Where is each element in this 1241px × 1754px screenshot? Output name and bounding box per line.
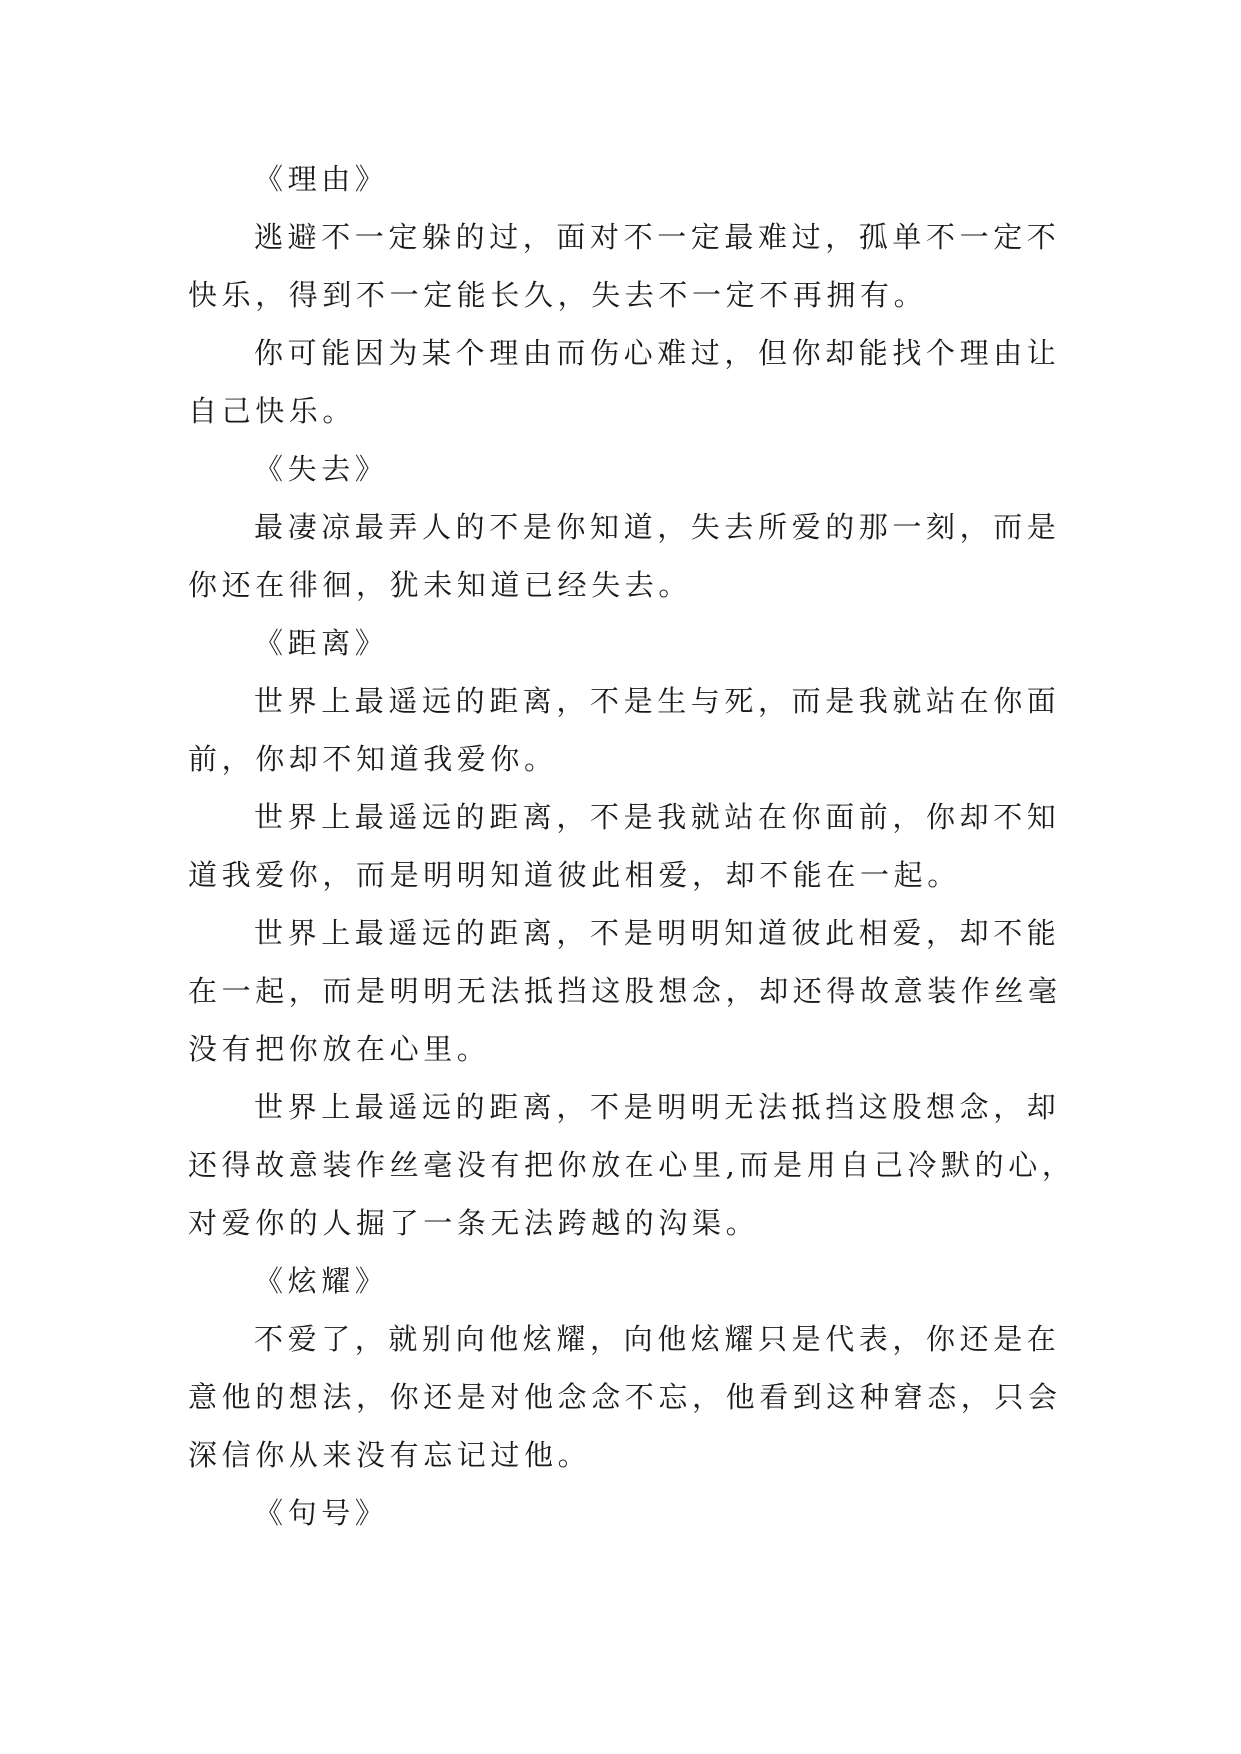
body-text-line: 快乐，得到不一定能长久，失去不一定不再拥有。 xyxy=(188,278,928,312)
section-heading: 《距离》 xyxy=(254,626,389,660)
body-text-line: 你可能因为某个理由而伤心难过，但你却能找个理由让 xyxy=(254,336,1061,370)
body-text-line: 你还在徘徊，犹未知道已经失去。 xyxy=(188,568,693,602)
body-text-line: 最凄凉最弄人的不是你知道，失去所爱的那一刻，而是 xyxy=(254,510,1061,544)
section-heading: 《理由》 xyxy=(254,162,389,196)
section-heading: 《失去》 xyxy=(254,452,389,486)
body-text-line: 世界上最遥远的距离，不是我就站在你面前，你却不知 xyxy=(254,800,1061,834)
body-text-line: 前，你却不知道我爱你。 xyxy=(188,742,558,776)
body-text-line: 自己快乐。 xyxy=(188,394,357,428)
body-text-line: 道我爱你，而是明明知道彼此相爱，却不能在一起。 xyxy=(188,858,961,892)
body-text-line: 逃避不一定躲的过，面对不一定最难过，孤单不一定不 xyxy=(254,220,1061,254)
body-text-line: 不爱了，就别向他炫耀，向他炫耀只是代表，你还是在 xyxy=(254,1322,1061,1356)
section-heading: 《句号》 xyxy=(254,1496,389,1530)
body-text-line: 在一起，而是明明无法抵挡这股想念，却还得故意装作丝毫 xyxy=(188,974,1062,1008)
section-heading: 《炫耀》 xyxy=(254,1264,389,1298)
body-text-line: 对爱你的人掘了一条无法跨越的沟渠。 xyxy=(188,1206,760,1240)
body-text-line: 深信你从来没有忘记过他。 xyxy=(188,1438,592,1472)
document-page xyxy=(188,150,1076,1542)
body-text-line: 没有把你放在心里。 xyxy=(188,1032,491,1066)
body-text-line: 意他的想法，你还是对他念念不忘，他看到这种窘态，只会 xyxy=(188,1380,1062,1414)
body-text-line: 世界上最遥远的距离，不是明明无法抵挡这股想念，却 xyxy=(254,1090,1061,1124)
body-text-line: 世界上最遥远的距离，不是明明知道彼此相爱，却不能 xyxy=(254,916,1061,950)
body-text-line: 还得故意装作丝毫没有把你放在心里,而是用自己冷默的心， xyxy=(188,1148,1076,1182)
body-text-line: 世界上最遥远的距离，不是生与死，而是我就站在你面 xyxy=(254,684,1061,718)
